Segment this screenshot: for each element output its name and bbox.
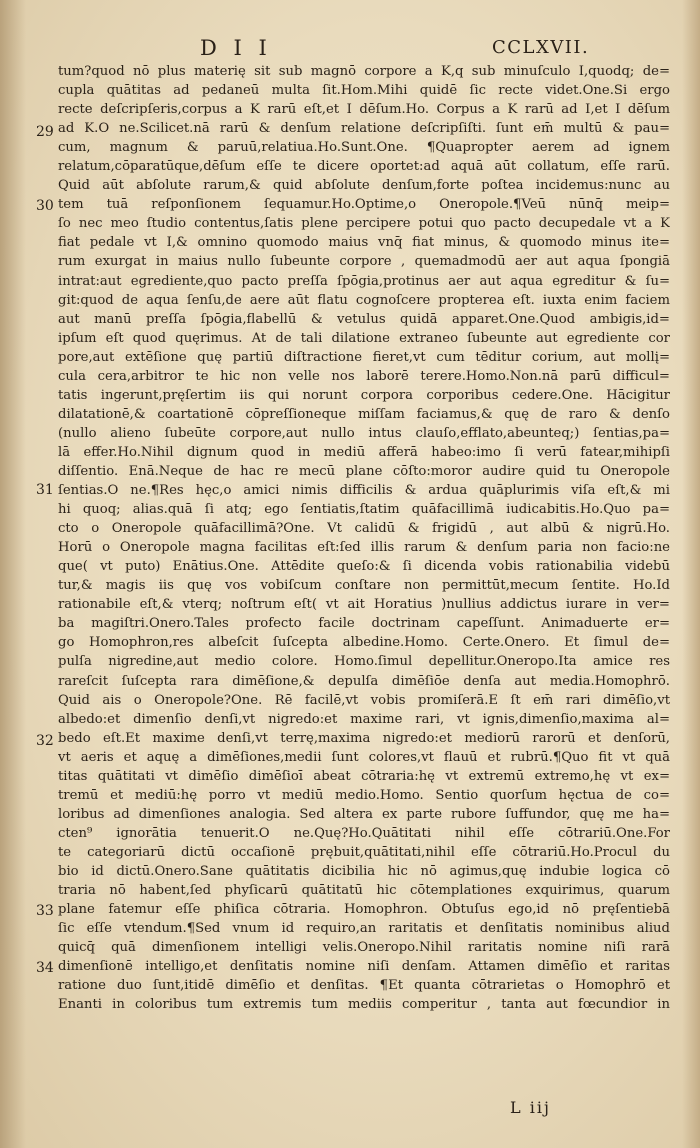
- page-edge-shadow-right: [682, 0, 700, 1148]
- text-line: pulſa nigredine,aut medio colore. Homo.ſimul depellitur.Oneropo.Ita amice res: [58, 654, 670, 670]
- text-line: pore,aut extēſione quę partiū diſtractione fieret,vt cum tēditur corium, aut mollį=: [58, 349, 670, 365]
- text-line: te categoriarū dictū occaſionē prębuit,quātitati,nihil eſſe cōtrariū.Ho.Procul du: [58, 844, 670, 860]
- text-line: rum exurgat in maius nullo ſubeunte corpore , quemadmodū aer aut aqua ſpongiā: [58, 254, 670, 270]
- text-line: que( vt puto) Enātius.One. Attēdite queſo:& ſi dicenda vobis rationabilia videbū: [58, 559, 670, 575]
- margin-number: 31: [36, 482, 54, 498]
- text-line: bio id dictū.Onero.Sane quātitatis dicibilia hic nō agimus,quę indubie logica cō: [58, 863, 670, 879]
- text-line: diſſentio. Enā.Neque de hac re mecū plane cōſto:moror audire quid tu Oneropole: [58, 463, 670, 479]
- text-line: traria nō habent,ſed phyſicarū quātitatū hic cōtemplationes exquirimus, quarum: [58, 883, 670, 899]
- text-line: tatis ingerunt,pręſertim iis qui norunt corpora corporibus cedere.One. Hācigitur: [58, 387, 670, 403]
- folio-number: CCLXVII.: [492, 37, 590, 58]
- text-line: git:quod de aqua ſenſu,de aere aūt flatu cognoſcere propterea eſt. iuxta enim faciem: [58, 292, 670, 308]
- text-line: rationabile eſt,& vterq; noſtrum eſt( vt ait Horatius )nullius addictus iurare in ver=: [58, 597, 670, 613]
- text-line: Enanti in coloribus tum extremis tum mediis comperitur , tanta aut fœcundior in: [58, 997, 670, 1013]
- text-line: cten⁹ ignorātia tenuerit.O ne.Quę?Ho.Quātitati nihil eſſe cōtrariū.One.For: [58, 825, 670, 841]
- text-line: relatum,cōparatūque,dēſum eſſe te dicere oportet:ad aquā aūt collatum, eſſe rarū.: [58, 159, 670, 175]
- text-line: recte deſcripſeris,corpus a K rarū eſt,et I dēſum.Ho. Corpus a K rarū ad I,et I dēſum: [58, 102, 670, 118]
- text-line: loribus ad dimenſiones analogia. Sed altera ex parte rubore ſuffundor, quę me ha=: [58, 806, 670, 822]
- text-line: aut manū preſſa ſpōgia,flabellū & vetulus quidā apparet.One.Quod ambigis,id=: [58, 311, 670, 327]
- text-line: tum?quod nō plus materię sit sub magnō corpore a K,q sub minuſculo I,quodq; de=: [58, 64, 670, 79]
- text-line: ipſum eſt quod quęrimus. At de tali dilatione extraneo ſubeunte aut egrediente cor: [58, 330, 670, 346]
- text-line: ba magiſtri.Onero.Tales profecto facile doctrinam capeſſunt. Animaduerte er=: [58, 616, 670, 632]
- text-line: intrat:aut egrediente,quo pacto preſſa ſpōgia,protinus aer aut aqua egreditur & ſu=: [58, 273, 670, 289]
- text-line: ſentias.O ne.¶Res hęc,o amici nimis difficilis & ardua quāplurimis viſa eſt,& mi: [58, 483, 670, 499]
- page-edge-shadow-left: [0, 0, 26, 1148]
- text-line: hi quoq; alias.quā ſi atq; ego ſentiatis,ſtatim quāfacillimā iudicabitis.Ho.Quo pa=: [58, 502, 670, 518]
- text-line: bedo eſt.Et maxime denſi,vt terrę,maxima nigredo:et mediorū rarorū et denſorū,: [58, 730, 670, 746]
- margin-number: 30: [36, 198, 54, 214]
- text-line: vt aeris et aquę a dimēſiones,medii ſunt colores,vt flauū et rubrū.¶Quo fit vt quā: [58, 749, 670, 765]
- signature-mark: L iij: [510, 1098, 551, 1117]
- text-line: cto o Oneropole quāfacillimā?One. Vt calidū & frigidū , aut albū & nigrū.Ho.: [58, 521, 670, 537]
- text-line: titas quātitati vt dimēſio dimēſioī abeat cōtraria:hę vt extremū extremo,hę vt ex=: [58, 768, 670, 784]
- text-line: tur,& magis iis quę vos vobiſcum conſtare non permittūt,mecum ſentite. Ho.Id: [58, 578, 670, 594]
- text-line: tremū et mediū:hę porro vt mediū medio.Homo. Sentio quorſum hęctua de co=: [58, 787, 670, 803]
- text-line: tem tuā reſponſionem ſequamur.Ho.Optime,o Oneropole.¶Veū nūnq̄ meip=: [58, 197, 670, 213]
- text-line: cula cera,arbitror te hic non velle nos laborē terere.Homo.Non.nā parū difficul=: [58, 368, 670, 384]
- text-line: ad K.O ne.Scilicet.nā rarū & denſum relatione deſcripſiſti. ſunt em̄ multū & pau=: [58, 121, 670, 137]
- running-head-section: D I I: [200, 36, 272, 60]
- text-line: rareſcit ſuſcepta rara dimēſione,& depulſa dimēſiōe denſa aut media.Homophrō.: [58, 673, 670, 689]
- margin-number: 29: [36, 124, 54, 140]
- text-line: Horū o Oneropole magna facilitas eſt:ſed illis rarum & denſum paria non facio:ne: [58, 540, 670, 556]
- text-line: dilatationē,& coartationē cōpreſſioneque miſſam faciamus,& quę de raro & denſo: [58, 406, 670, 422]
- body-text: [58, 62, 670, 1014]
- margin-number: 34: [36, 960, 54, 976]
- text-line: albedo:et dimenſio denſi,vt nigredo:et maxime rari, vt ignis,dimenſio,maxima al=: [58, 711, 670, 727]
- text-line: plane fatemur eſſe phiſica cōtraria. Homophron. Obtuſus ego,id nō pręſentiebā: [58, 902, 670, 918]
- text-line: ratione duo ſunt,itidē dimēſio et denſitas. ¶Et quanta cōtrarietas o Homophrō et: [58, 978, 670, 994]
- text-line: quicq̄ quā dimenſionem intelligi velis.Oneropo.Nihil raritatis nomine niſi rarā: [58, 940, 670, 956]
- text-line: Quid ais o Oneropole?One. Rē facilē,vt vobis promiſerā.E ſt em̄ rari dimēſio,vt: [58, 692, 670, 708]
- text-line: cupla quātitas ad pedaneū multa ſit.Hom.Mihi quidē ſic recte videt.One.Si ergo: [58, 83, 670, 99]
- text-line: cum, magnum & paruū,relatiua.Ho.Sunt.One. ¶Quapropter aerem ad ignem: [58, 140, 670, 156]
- text-line: ſo nec meo ſtudio contentus,ſatis plene percipere potui quo pacto decupedale vt a K: [58, 216, 670, 232]
- margin-number: 32: [36, 733, 54, 749]
- text-line: dimenſionē intelligo,et denſitatis nomine niſi denſam. Attamen dimēſio et raritas: [58, 959, 670, 975]
- text-line: (nullo alieno ſubeūte corpore,aut nullo intus clauſo,efflato,abeunteq;) ſentias,pa=: [58, 425, 670, 441]
- margin-number: 33: [36, 903, 54, 919]
- text-line: go Homophron,res albeſcit ſuſcepta albedine.Homo. Certe.Onero. Et ſimul de=: [58, 635, 670, 651]
- text-line: fiat pedale vt I,& omnino quomodo maius vnq̄ fiat minus, & quomodo minus ite=: [58, 235, 670, 251]
- text-line: ſic eſſe vtendum.¶Sed vnum id requiro,an raritatis et denſitatis nominibus aliud: [58, 921, 670, 937]
- text-line: Quid aūt abſolute rarum,& quid abſolute denſum,forte poſtea incidemus:nunc au: [58, 178, 670, 194]
- text-line: lā effer.Ho.Nihil dignum quod in mediū afferā habeo:imo ſi verū fatear,mihipſi: [58, 444, 670, 460]
